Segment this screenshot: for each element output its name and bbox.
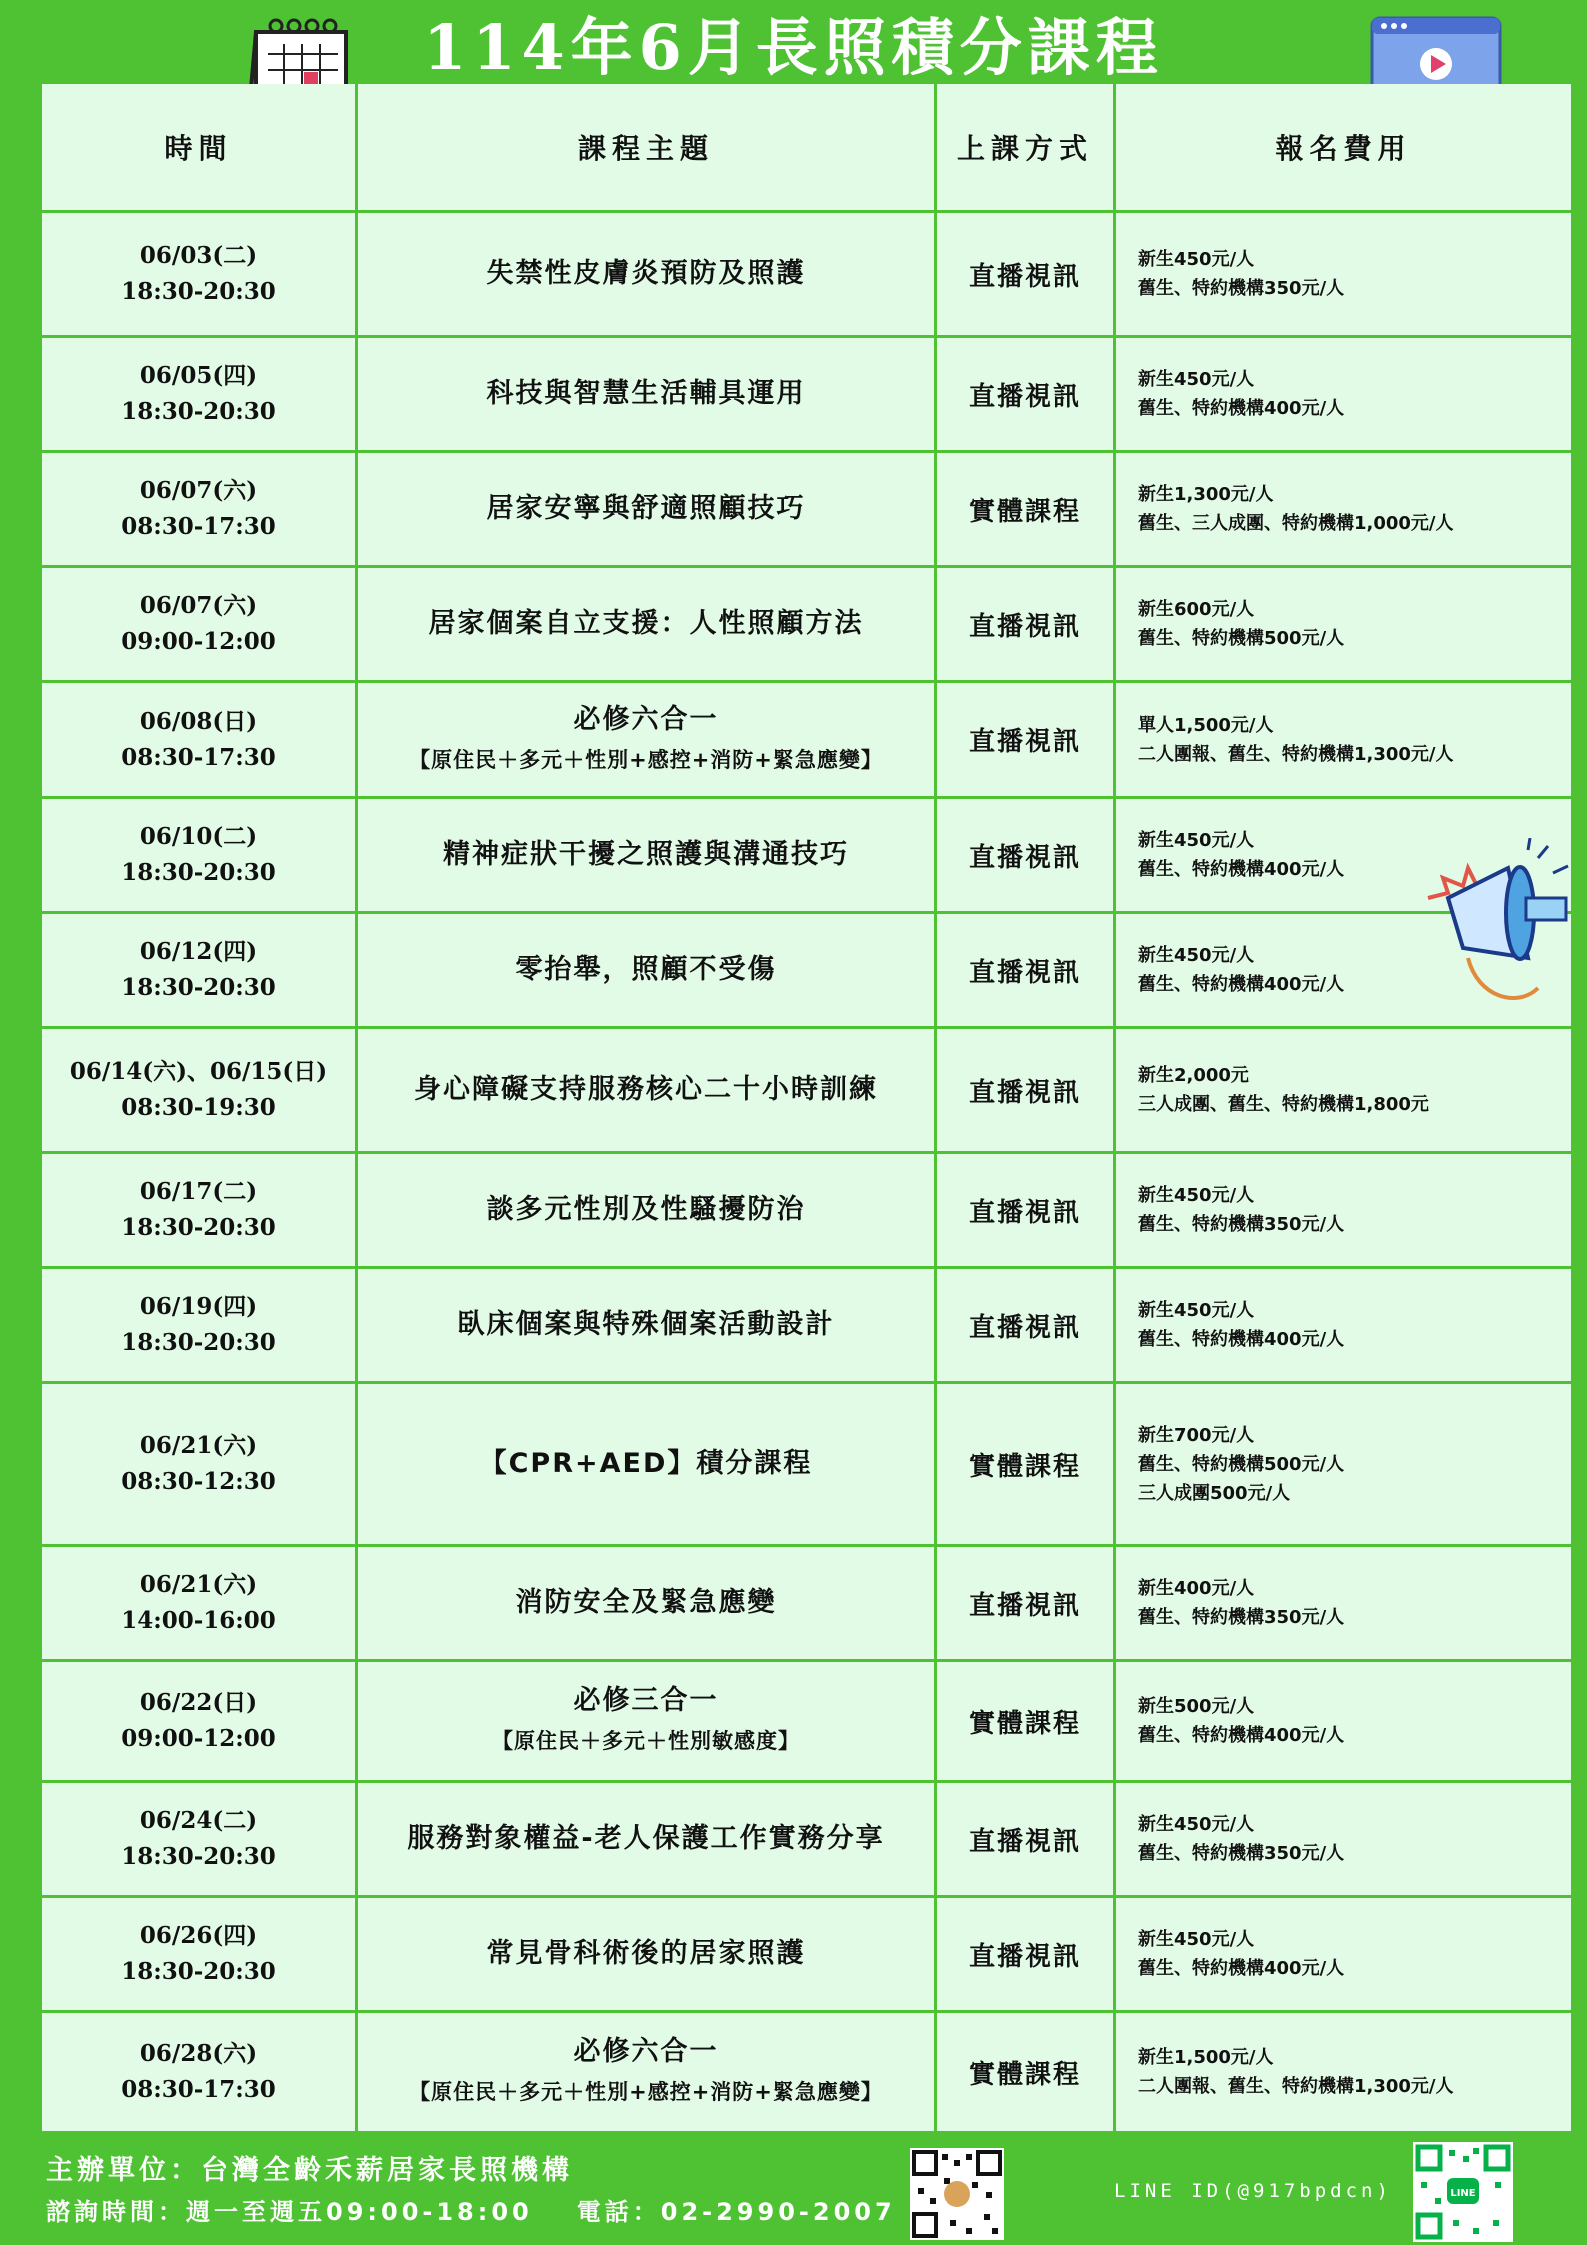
course-date: 06/21(六) [139, 1432, 258, 1459]
fee-line: 舊生、特約機構400元/人 [1138, 974, 1345, 995]
course-topic: 臥床個案與特殊個案活動設計 [457, 1309, 835, 1340]
line-badge-text: LINE [1450, 2188, 1476, 2199]
fee-cell [1116, 1384, 1571, 1544]
fee-line: 新生450元/人 [1138, 1185, 1255, 1206]
course-date: 06/19(四) [139, 1293, 258, 1320]
topic-cell [358, 1029, 934, 1151]
fee-cell [1116, 213, 1571, 335]
header-method: 上課方式 [937, 84, 1113, 210]
time-cell [42, 338, 355, 450]
fee-line: 舊生、特約機構350元/人 [1138, 1214, 1345, 1235]
time-cell [42, 2013, 355, 2131]
course-topic: 【CPR+AED】積分課程 [479, 1448, 813, 1479]
course-date: 06/03(二) [139, 242, 258, 269]
course-date: 06/14(六)、06/15(日) [69, 1058, 328, 1085]
fee-line: 舊生、特約機構400元/人 [1138, 1329, 1345, 1350]
time-cell [42, 1269, 355, 1381]
fee-line: 三人成團500元/人 [1138, 1482, 1291, 1504]
course-time: 18:30-20:30 [121, 859, 276, 886]
course-time: 18:30-20:30 [121, 974, 276, 1001]
topic-cell [358, 683, 934, 796]
fee-line: 舊生、特約機構350元/人 [1138, 278, 1345, 299]
course-topic: 常見骨科術後的居家照護 [486, 1938, 806, 1969]
method-cell: 直播視訊 [937, 799, 1113, 911]
time-cell [42, 1384, 355, 1544]
course-topic: 必修六合一 [573, 703, 719, 735]
fee-line: 舊生、特約機構350元/人 [1138, 1607, 1345, 1628]
page-title: 114年6月長照積分課程 [423, 11, 1164, 84]
course-time: 08:30-17:30 [121, 513, 276, 540]
fee-line: 舊生、特約機構350元/人 [1138, 1843, 1345, 1864]
course-topic: 必修六合一 [573, 2036, 719, 2067]
course-topic: 零抬舉，照顧不受傷 [515, 954, 777, 985]
topic-cell [358, 799, 934, 911]
fee-line: 新生2,000元 [1138, 1065, 1249, 1086]
course-topic: 科技與智慧生活輔具運用 [486, 378, 806, 409]
topic-cell [358, 1783, 934, 1895]
course-date: 06/07(六) [139, 477, 258, 504]
time-cell [42, 914, 355, 1026]
course-topic: 身心障礙支持服務核心二十小時訓練 [414, 1074, 878, 1105]
fee-line: 新生450元/人 [1138, 369, 1255, 390]
fee-line: 二人團報、舊生、特約機構1,300元/人 [1138, 743, 1454, 765]
fee-line: 新生450元/人 [1138, 1300, 1255, 1321]
time-cell [42, 1662, 355, 1780]
course-date: 06/26(四) [139, 1922, 258, 1949]
course-date: 06/07(六) [139, 592, 258, 619]
fee-line: 新生500元/人 [1138, 1696, 1255, 1717]
time-cell [42, 568, 355, 680]
fee-cell [1116, 1547, 1571, 1659]
fee-cell [1116, 338, 1571, 450]
fee-cell [1116, 1269, 1571, 1381]
phone-text: 電話：02-2990-2007 [576, 2198, 896, 2226]
course-time: 09:00-12:00 [121, 628, 276, 655]
time-cell [42, 1547, 355, 1659]
course-time: 18:30-20:30 [121, 1214, 276, 1241]
time-cell [42, 799, 355, 911]
course-time: 14:00-16:00 [121, 1607, 276, 1634]
method-cell: 直播視訊 [937, 338, 1113, 450]
course-topic: 失禁性皮膚炎預防及照護 [486, 258, 806, 289]
method-cell: 實體課程 [937, 2013, 1113, 2131]
fee-line: 新生600元/人 [1138, 599, 1255, 620]
topic-cell [358, 1662, 934, 1780]
method-cell: 直播視訊 [937, 683, 1113, 796]
course-topic: 服務對象權益-老人保護工作實務分享 [407, 1823, 885, 1854]
method-cell: 實體課程 [937, 1384, 1113, 1544]
time-cell [42, 453, 355, 565]
topic-cell [358, 1384, 934, 1544]
topic-cell [358, 1269, 934, 1381]
fee-cell [1116, 1029, 1571, 1151]
course-date: 06/22(日) [139, 1689, 258, 1716]
hours-text: 諮詢時間：週一至週五09:00-18:00 [46, 2198, 533, 2226]
header-fee: 報名費用 [1116, 84, 1571, 210]
fee-line: 新生1,300元/人 [1138, 484, 1274, 505]
course-time: 18:30-20:30 [121, 278, 276, 305]
topic-cell [358, 453, 934, 565]
course-subtopic: 【原住民＋多元＋性別+感控+消防+緊急應變】 [409, 747, 883, 772]
course-time: 18:30-20:30 [121, 1958, 276, 1985]
course-date: 06/24(二) [139, 1807, 258, 1834]
method-cell: 直播視訊 [937, 1269, 1113, 1381]
fee-cell [1116, 683, 1571, 796]
course-date: 06/21(六) [139, 1571, 258, 1598]
fee-line: 舊生、特約機構400元/人 [1138, 1958, 1345, 1979]
course-topic: 消防安全及緊急應變 [515, 1587, 777, 1618]
line-qr-code-icon[interactable] [1413, 2142, 1513, 2242]
method-cell: 直播視訊 [937, 213, 1113, 335]
header-topic: 課程主題 [358, 84, 934, 210]
fee-cell [1116, 2013, 1571, 2131]
topic-cell [358, 213, 934, 335]
time-cell [42, 1154, 355, 1266]
course-time: 18:30-20:30 [121, 1843, 276, 1870]
course-time: 08:30-17:30 [121, 743, 276, 771]
method-cell: 實體課程 [937, 1662, 1113, 1780]
fee-line: 舊生、特約機構400元/人 [1138, 859, 1345, 880]
fee-line: 舊生、特約機構400元/人 [1138, 398, 1345, 419]
fee-line: 舊生、特約機構400元/人 [1138, 1725, 1345, 1746]
course-date: 06/08(日) [139, 707, 258, 735]
course-topic: 居家個案自立支援：人性照顧方法 [428, 608, 864, 639]
line-id-text: LINE ID(@917bpdcn) [1114, 2180, 1392, 2202]
course-date: 06/17(二) [139, 1178, 258, 1205]
organizer-text: 主辦單位：台灣全齡禾薪居家長照機構 [46, 2155, 573, 2186]
course-subtopic: 【原住民＋多元＋性別+感控+消防+緊急應變】 [409, 2080, 883, 2104]
course-topic: 必修三合一 [573, 1685, 719, 1716]
fee-line: 三人成團、舊生、特約機構1,800元 [1138, 1094, 1429, 1115]
time-cell [42, 683, 355, 796]
fee-line: 單人1,500元/人 [1138, 714, 1274, 736]
course-table [42, 84, 1568, 2131]
topic-cell [358, 568, 934, 680]
fee-cell [1116, 453, 1571, 565]
method-cell: 直播視訊 [937, 1154, 1113, 1266]
method-cell: 直播視訊 [937, 1029, 1113, 1151]
topic-cell [358, 2013, 934, 2131]
time-cell [42, 213, 355, 335]
time-cell [42, 1029, 355, 1151]
fee-line: 新生400元/人 [1138, 1578, 1255, 1599]
fee-line: 新生450元/人 [1138, 1929, 1255, 1950]
time-cell [42, 1898, 355, 2010]
course-time: 09:00-12:00 [121, 1725, 276, 1752]
course-subtopic: 【原住民＋多元＋性別敏感度】 [492, 1729, 800, 1753]
qr-code-icon[interactable] [910, 2148, 1004, 2240]
topic-cell [358, 338, 934, 450]
fee-cell [1116, 568, 1571, 680]
topic-cell [358, 914, 934, 1026]
fee-line: 新生450元/人 [1138, 830, 1255, 851]
fee-line: 舊生、特約機構500元/人 [1138, 1453, 1345, 1475]
fee-cell [1116, 1154, 1571, 1266]
course-date: 06/28(六) [139, 2040, 258, 2067]
course-date: 06/05(四) [139, 362, 258, 389]
method-cell: 實體課程 [937, 453, 1113, 565]
course-topic: 談多元性別及性騷擾防治 [486, 1194, 806, 1225]
fee-line: 新生450元/人 [1138, 1814, 1255, 1835]
course-time: 08:30-17:30 [121, 2076, 276, 2103]
fee-line: 新生450元/人 [1138, 945, 1255, 966]
course-time: 18:30-20:30 [121, 1329, 276, 1356]
topic-cell [358, 1547, 934, 1659]
time-cell [42, 1783, 355, 1895]
fee-line: 新生1,500元/人 [1138, 2047, 1274, 2068]
course-date: 06/10(二) [139, 823, 258, 850]
method-cell: 直播視訊 [937, 1547, 1113, 1659]
method-cell: 直播視訊 [937, 568, 1113, 680]
fee-line: 舊生、三人成團、特約機構1,000元/人 [1138, 513, 1454, 534]
contact-line [46, 2192, 940, 2227]
method-cell: 直播視訊 [937, 1898, 1113, 2010]
method-cell: 直播視訊 [937, 914, 1113, 1026]
fee-cell [1116, 1662, 1571, 1780]
fee-cell [1116, 1783, 1571, 1895]
fee-line: 二人團報、舊生、特約機構1,300元/人 [1138, 2076, 1454, 2097]
course-time: 08:30-19:30 [121, 1094, 276, 1121]
course-topic: 精神症狀干擾之照護與溝通技巧 [443, 839, 849, 870]
fee-line: 新生450元/人 [1138, 249, 1255, 270]
fee-line: 新生700元/人 [1138, 1424, 1255, 1446]
topic-cell [358, 1154, 934, 1266]
course-topic: 居家安寧與舒適照顧技巧 [486, 493, 806, 524]
method-cell: 直播視訊 [937, 1783, 1113, 1895]
course-time: 18:30-20:30 [121, 398, 276, 425]
fee-cell [1116, 1898, 1571, 2010]
header-time: 時間 [42, 84, 355, 210]
megaphone-icon [1408, 838, 1578, 1028]
fee-line: 舊生、特約機構500元/人 [1138, 628, 1345, 649]
course-date: 06/12(四) [139, 938, 258, 965]
course-time: 08:30-12:30 [121, 1468, 276, 1495]
topic-cell [358, 1898, 934, 2010]
